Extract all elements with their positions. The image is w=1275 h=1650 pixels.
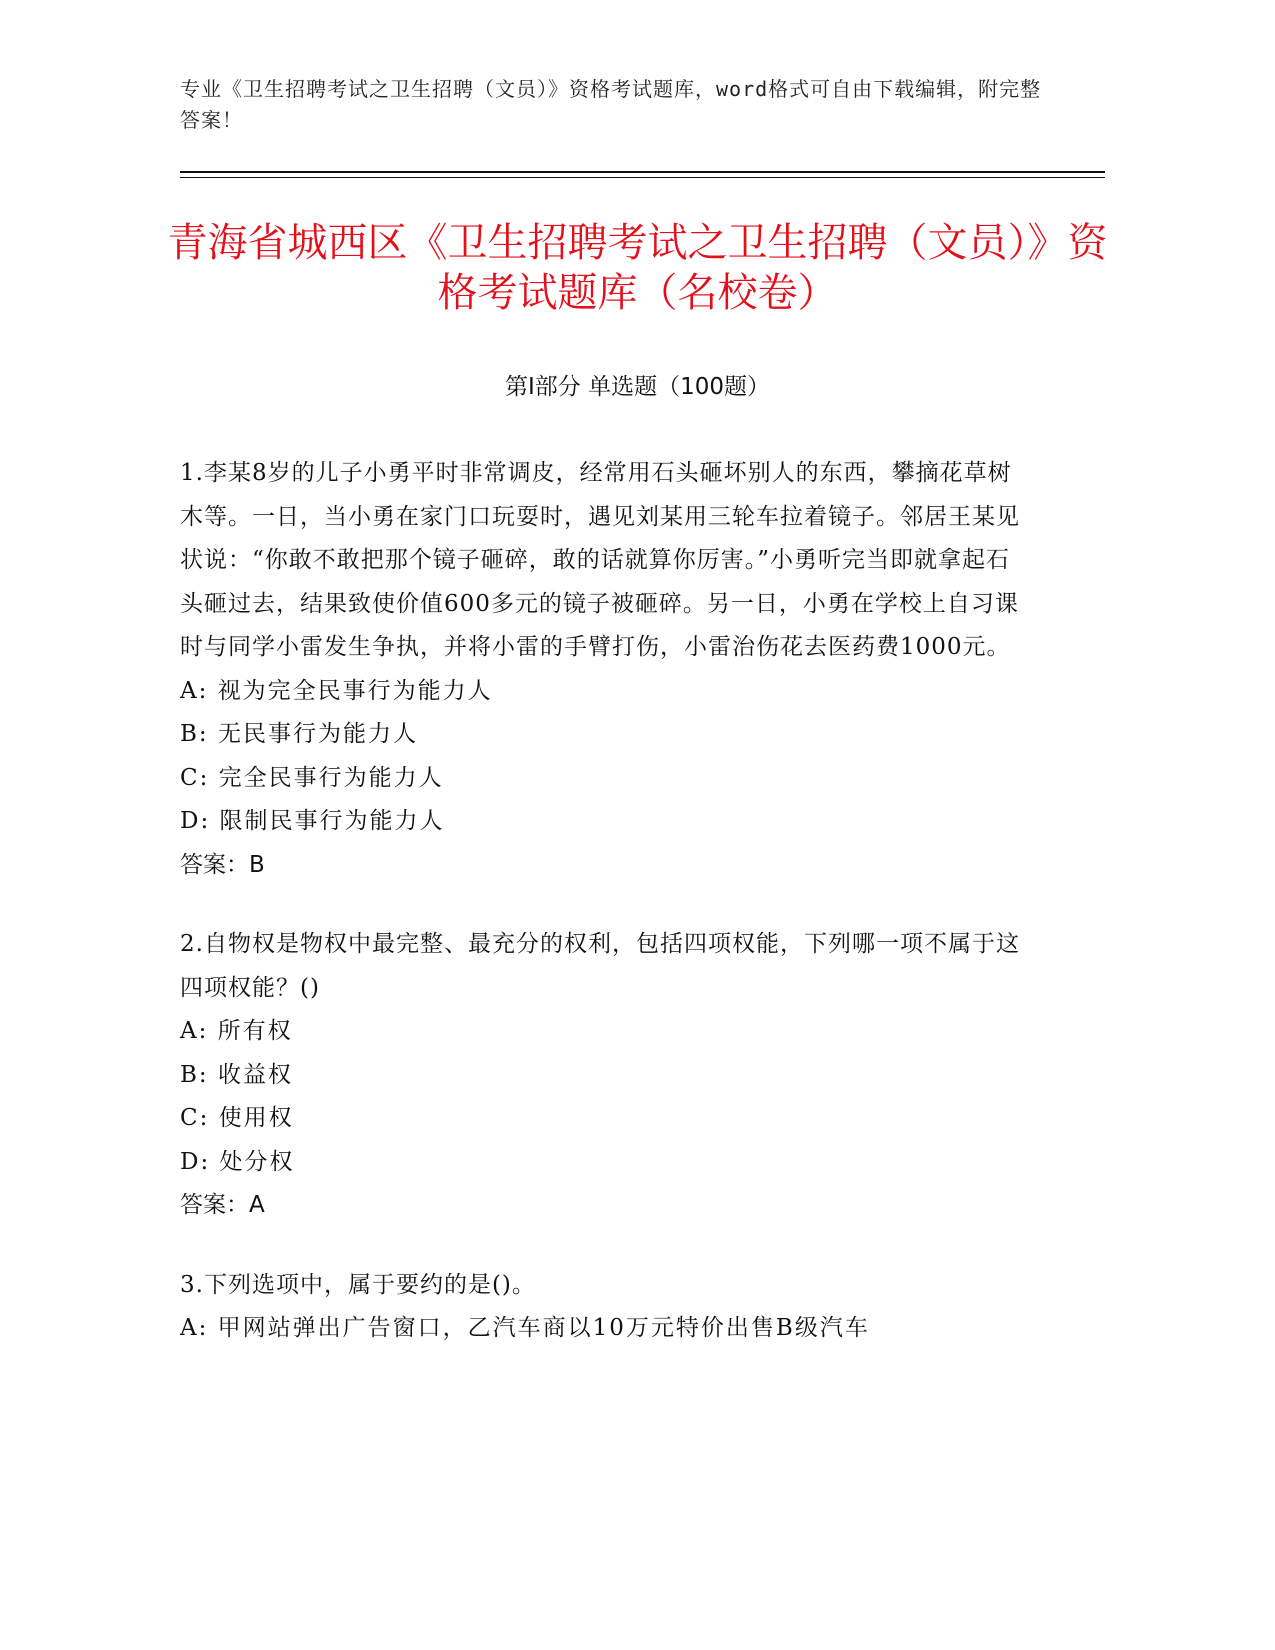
option-b: B: 收益权 xyxy=(180,1061,293,1088)
option-a: A: 视为完全民事行为能力人 xyxy=(180,677,493,704)
question-3 xyxy=(180,1264,1020,1351)
question-1 xyxy=(180,452,1020,887)
question-list xyxy=(180,452,1020,1387)
document-title: 青海省城西区《卫生招聘考试之卫生招聘（文员）》资格考试题库（名校卷） xyxy=(167,220,1108,316)
option-c: C: 完全民事行为能力人 xyxy=(180,764,444,791)
answer: 答案：B xyxy=(180,851,265,878)
option-c: C: 使用权 xyxy=(180,1105,294,1131)
option-a: A: 所有权 xyxy=(180,1018,293,1044)
option-d: D: 处分权 xyxy=(180,1148,295,1175)
header-divider-thick xyxy=(180,171,1105,173)
question-stem: 1.李某8岁的儿子小勇平时非常调皮，经常用石头砸坏别人的东西，攀摘花草树木等。一日，当小勇在家门口玩耍时，遇见刘某用三轮车拉着镜子。邻居王某见状说：“你敢不敢把那个镜子砸碎，敢的话就算你厉害。”小勇听完当即就拿起石头砸过去，结果致使价值600多元的镜子被砸碎。另一日，小勇在学校上自习课时与同学小雷发生争执，并将小雷的手臂打伤，小雷治伤花去医药费1000元。 xyxy=(180,460,1020,660)
question-stem: 3.下列选项中，属于要约的是()。 xyxy=(180,1271,536,1298)
section-heading: 第Ⅰ部分 单选题（100题） xyxy=(505,374,770,400)
option-a: A: 甲网站弹出广告窗口，乙汽车商以10万元特价出售B级汽车 xyxy=(180,1315,870,1341)
option-b: B: 无民事行为能力人 xyxy=(180,721,418,747)
question-2 xyxy=(180,923,1020,1228)
answer: 答案：A xyxy=(180,1192,265,1218)
question-stem: 2.自物权是物权中最完整、最充分的权利，包括四项权能，下列哪一项不属于这四项权能？() xyxy=(180,931,1020,1001)
header-note: 专业《卫生招聘考试之卫生招聘（文员）》资格考试题库，word格式可自由下载编辑，附完整答案！ xyxy=(180,77,1042,132)
header-divider-thin xyxy=(180,177,1105,178)
option-d: D: 限制民事行为能力人 xyxy=(180,808,445,834)
